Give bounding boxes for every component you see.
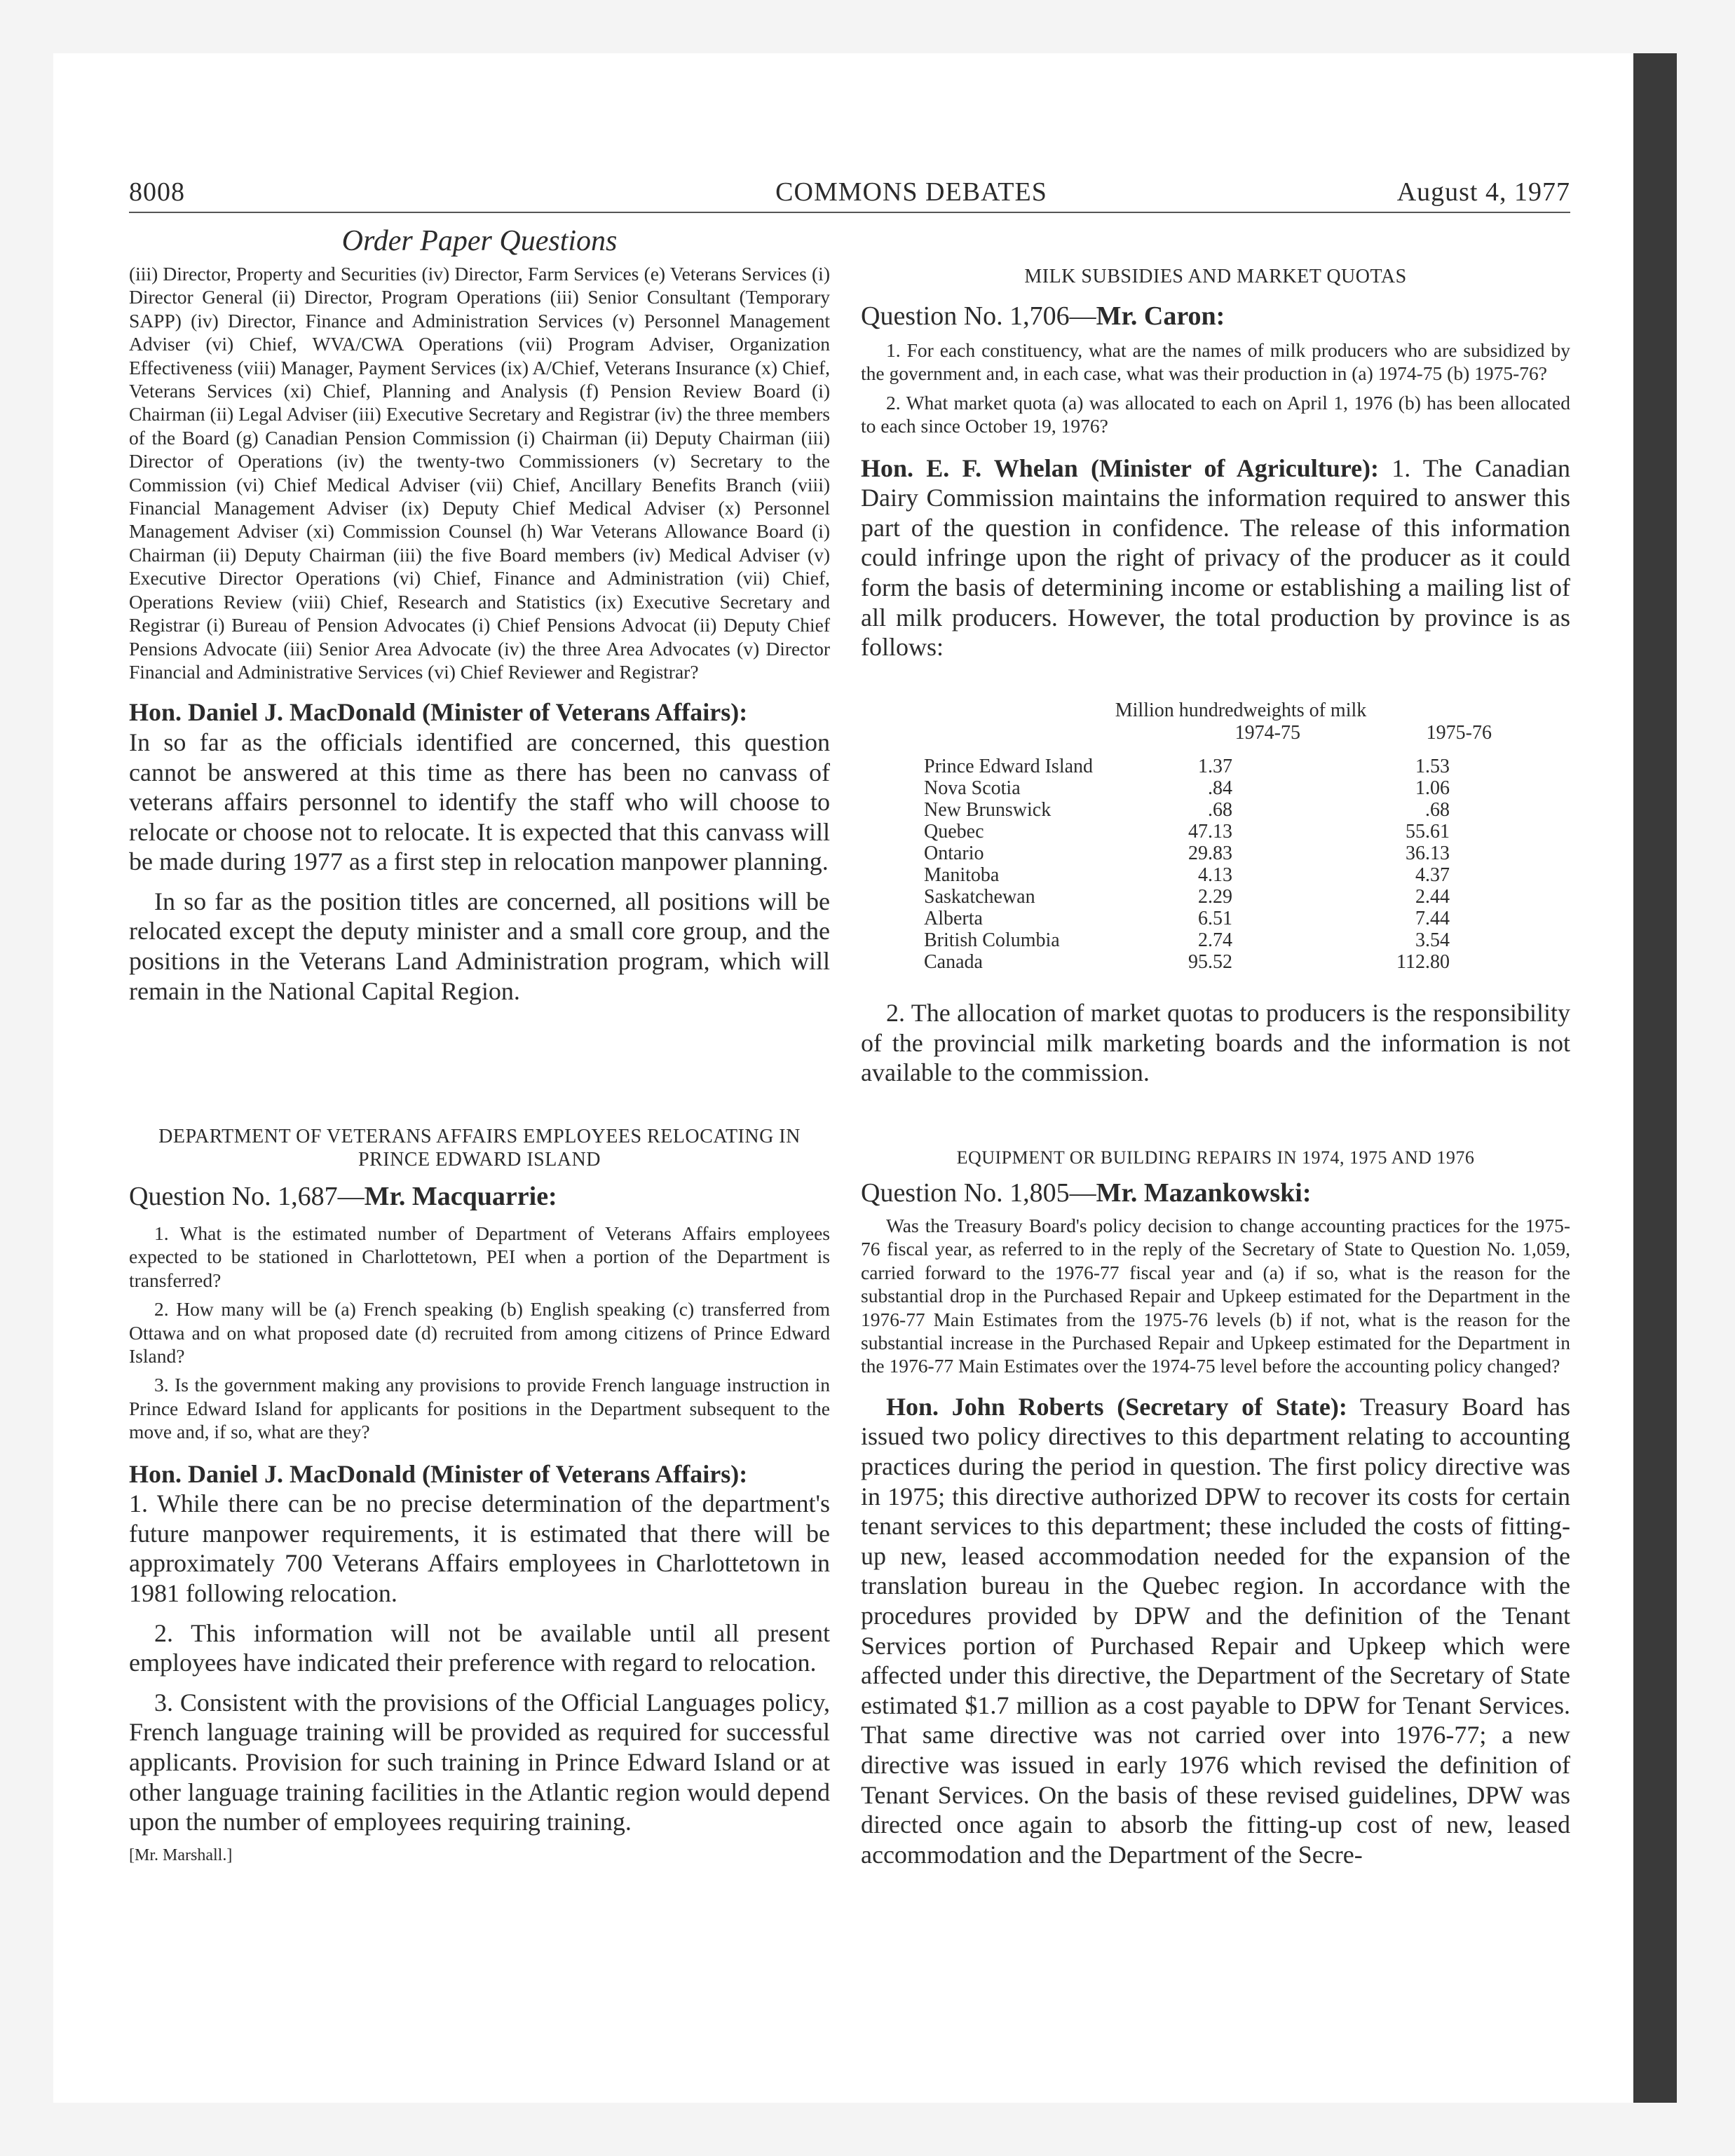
answer-paragraph: 2. This information will not be available until all present employees have indicated their preference with regard to relocation. <box>129 1618 830 1677</box>
speaker-name: Hon. E. F. Whelan (Minister of Agriculture): <box>861 453 1380 482</box>
table-col-header: 1974-75 <box>1234 722 1300 744</box>
province-cell: New Brunswick <box>924 799 1052 821</box>
value-1974-75: 95.52 <box>1188 951 1232 973</box>
footer-note: [Mr. Marshall.] <box>129 1845 233 1864</box>
question-title: EQUIPMENT OR BUILDING REPAIRS IN 1974, 1975 AND 1976 <box>956 1147 1475 1168</box>
value-1974-75: 2.74 <box>1198 929 1232 951</box>
answer-paragraph: 3. Consistent with the provisions of the Official Languages policy, French language training will be provided as required for successful applicants. Provision for such training in Prince Edward Island or at other language training facilities in the Atlantic region would depend upon the number of employees requiring training. <box>129 1688 830 1836</box>
value-1975-76: 1.53 <box>1415 756 1450 777</box>
value-1974-75: 4.13 <box>1198 864 1232 886</box>
continued-question-text: (iii) Director, Property and Securities (iv) Director, Farm Services (e) Veterans Services (i) Director General (ii) Director, Program Operations (iii) Senior Consultant (Temporary SAPP) (iv) Director, Finance and Administration Services (v) Personnel Management Adviser (vi) Chief, WVA/CWA Operations (vii) Program Adviser, Organization Effectiveness (viii) Manager, Payment Services (ix) A/Chief, Veterans Insurance (x) Chief, Veterans Services (xi) Chief, Planning and Analysis (f) Pension Review Board (i) Chairman (ii) Legal Adviser (iii) Executive Secretary and Registrar (iv) the three members of the Board (g) Canadian Pension Commission (i) Chairman (ii) Deputy Chairman (iii) Director of Operations (iv) the twenty-two Commissioners (v) Secretary to the Commission (vi) Chief Medical Adviser (vii) Chief, Ancillary Benefits Branch (viii) Financial Management Adviser (ix) Deputy Chief Medical Adviser (x) Personnel Management Adviser (xi) Commission Counsel (h) War Veterans Allowance Board (i) Chairman (ii) Deputy Chairman (iii) the five Board members (iv) Medical Adviser (v) Executive Director Operations (vi) Chief, Finance and Administration (vii) Chief, Operations Review (viii) Chief, Research and Statistics (ix) Executive Secretary and Registrar (i) Bureau of Pension Advocates (i) Chief Pensions Advocat (ii) Deputy Chief Pensions Advocate (iii) Senior Area Advocate (iv) the three Area Advocates (v) Director Financial and Administrative Services (vi) Chief Reviewer and Registrar? <box>129 263 830 683</box>
answer-paragraph <box>129 1459 830 1609</box>
left-column-top <box>129 224 830 1006</box>
value-1975-76: 1.06 <box>1415 777 1450 799</box>
table-col-header: 1975-76 <box>1426 722 1492 744</box>
answer-text: Treasury Board has issued two policy directives to this department relating to accounting practices during the period in question. The first policy directive was in 1975; this directive authorized DPW to recover its costs for certain tenant services to this department; these included the costs of fitting-up new, leased accommodation needed for the expansion of the translation bureau in the Quebec region. In accordance with the procedures provided by DPW and the definition of the Tenant Services portion of Purchased Repair and Upkeep which were affected under this directive, the Department of the Secretary of State estimated $1.7 million as a cost payable to DPW for Tenant Services. That same directive was not carried over into 1976-77; a new directive was issued in early 1976 which revised the definition of Tenant Services. On the basis of these revised guidelines, DPW was directed once again to absorb the fitting-up cost of new, leased accommodation and the Department of the Secre- <box>861 1392 1570 1869</box>
value-1975-76: 3.54 <box>1415 929 1450 951</box>
province-cell: Manitoba <box>924 864 1000 886</box>
province-cell: British Columbia <box>924 929 1060 951</box>
table-row <box>924 864 1450 886</box>
question-member: Mr. Mazankowski: <box>1096 1178 1312 1208</box>
table-row <box>924 799 1450 821</box>
answer-paragraph <box>129 697 830 877</box>
value-1975-76: 55.61 <box>1406 821 1450 842</box>
table-row <box>924 777 1450 799</box>
question-item: 1. What is the estimated number of Department of Veterans Affairs employees expected to be stationed in Charlottetown, PEI when a portion of the Department is transferred? <box>129 1222 830 1291</box>
table-row <box>924 756 1450 777</box>
answer-paragraph <box>861 453 1570 662</box>
table-row <box>924 842 1450 864</box>
value-1974-75: 6.51 <box>1198 908 1232 929</box>
question-title: DEPARTMENT OF VETERANS AFFAIRS EMPLOYEES RELOCATING IN PRINCE EDWARD ISLAND <box>158 1126 801 1171</box>
answer-text: In so far as the officials identified are concerned, this question cannot be answered at this time as there has been no canvass of veterans affairs personnel to identify the staff who will choose to relocate or choose not to relocate. It is expected that this canvass will be made during 1977 as a first step in relocation manpower planning. <box>129 728 830 876</box>
question-item: 2. How many will be (a) French speaking (b) English speaking (c) transferred from Ottawa and on what proposed date (d) recruited from among citizens of Prince Edward Island? <box>129 1298 830 1367</box>
header-rule <box>129 212 1570 213</box>
answer-paragraph <box>861 1392 1570 1870</box>
value-1975-76: 36.13 <box>1406 842 1450 864</box>
answer-paragraph: In so far as the position titles are concerned, all positions will be relocated except the deputy minister and a small core group, and the positions in the Veterans Land Administration program, which will remain in the National Capital Region. <box>129 887 830 1005</box>
question-number <box>129 1181 830 1212</box>
province-cell: Prince Edward Island <box>924 756 1094 777</box>
value-1975-76: 7.44 <box>1415 908 1450 929</box>
province-cell: Nova Scotia <box>924 777 1021 799</box>
province-cell: Quebec <box>924 821 984 842</box>
right-column-top <box>861 265 1570 662</box>
table-unit-label: Million hundredweights of milk <box>1115 700 1367 721</box>
right-column-bottom <box>861 1146 1570 1869</box>
province-cell: Saskatchewan <box>924 886 1035 908</box>
question-number <box>861 301 1570 332</box>
table-row <box>924 886 1450 908</box>
question-number <box>861 1178 1570 1208</box>
question-text: Was the Treasury Board's policy decision to change accounting practices for the 1975-76 fiscal year, as referred to in the reply of the Secretary of State to Question No. 1,059, carried forward to the 1976-77 fiscal year and (a) if so, what is the reason for the substantial drop in the Purchased Repair and Upkeep estimated for the Department in the 1976-77 Main Estimates from the 1975-76 levels (b) if not, what is the reason for the substantial increase in the Purchased Repair and Upkeep estimated for the Department in the 1976-77 Main Estimates over the 1974-75 level before the accounting policy changed? <box>861 1215 1570 1377</box>
answer-paragraph: 2. The allocation of market quotas to producers is the responsibility of the provincial milk marketing boards and the information is not available to the commission. <box>861 999 1570 1087</box>
value-1975-76: 2.44 <box>1415 886 1450 908</box>
right-column-mid <box>861 998 1570 1088</box>
production-table <box>924 756 1450 973</box>
value-1974-75: 1.37 <box>1198 756 1232 777</box>
value-1974-75: 47.13 <box>1188 821 1232 842</box>
speaker-name: Hon. John Roberts (Secretary of State): <box>886 1392 1347 1421</box>
question-number-text: Question No. 1,687— <box>129 1182 365 1211</box>
question-member: Mr. Caron: <box>1096 301 1225 331</box>
left-column-bottom <box>129 1125 830 1867</box>
question-item: 3. Is the government making any provisions to provide French language instruction in Prince Edward Island for applicants for positions in the Department subsequent to the move and, if so, what are they? <box>129 1374 830 1443</box>
question-title: MILK SUBSIDIES AND MARKET QUOTAS <box>1024 266 1407 287</box>
province-cell: Ontario <box>924 842 984 864</box>
publication-title: COMMONS DEBATES <box>775 177 1047 207</box>
value-1975-76: 4.37 <box>1415 864 1450 886</box>
question-number-text: Question No. 1,706— <box>861 301 1096 331</box>
scan-edge-strip <box>1633 53 1677 2103</box>
answer-text: 1. While there can be no precise determination of the department's future manpower requirements, it is estimated that there will be approximately 700 Veterans Affairs employees in Charlottetown in 1981 following relocation. <box>129 1489 830 1608</box>
question-item: 1. For each constituency, what are the names of milk producers who are subsidized by the government and, in each case, what was their production in (a) 1974-75 (b) 1975-76? <box>861 339 1570 385</box>
province-cell: Alberta <box>924 908 983 929</box>
speaker-name: Hon. Daniel J. MacDonald (Minister of Veterans Affairs): <box>129 698 748 727</box>
value-1975-76: 112.80 <box>1396 951 1450 973</box>
value-1974-75: 29.83 <box>1188 842 1232 864</box>
answer-text: 1. The Canadian Dairy Commission maintains the information required to answer this part of the question in confidence. The release of this information could infringe upon the right of privacy of the producer as it could form the basis of determining income or establishing a mailing list of all milk producers. However, the total production by province is as follows: <box>861 453 1570 662</box>
page-number: 8008 <box>129 177 185 207</box>
question-number-text: Question No. 1,805— <box>861 1178 1096 1208</box>
value-1975-76: .68 <box>1425 799 1450 821</box>
section-heading: Order Paper Questions <box>341 225 618 257</box>
province-cell: Canada <box>924 951 983 973</box>
table-row <box>924 821 1450 842</box>
value-1974-75: .68 <box>1208 799 1232 821</box>
issue-date: August 4, 1977 <box>1396 177 1570 207</box>
value-1974-75: .84 <box>1208 777 1232 799</box>
speaker-name: Hon. Daniel J. MacDonald (Minister of Veterans Affairs): <box>129 1459 748 1488</box>
table-row <box>924 929 1450 951</box>
table-row <box>924 908 1450 929</box>
table-row <box>924 951 1450 973</box>
question-item: 2. What market quota (a) was allocated to each on April 1, 1976 (b) has been allocated to each since October 19, 1976? <box>861 391 1570 437</box>
value-1974-75: 2.29 <box>1198 886 1232 908</box>
question-member: Mr. Macquarrie: <box>364 1182 557 1211</box>
